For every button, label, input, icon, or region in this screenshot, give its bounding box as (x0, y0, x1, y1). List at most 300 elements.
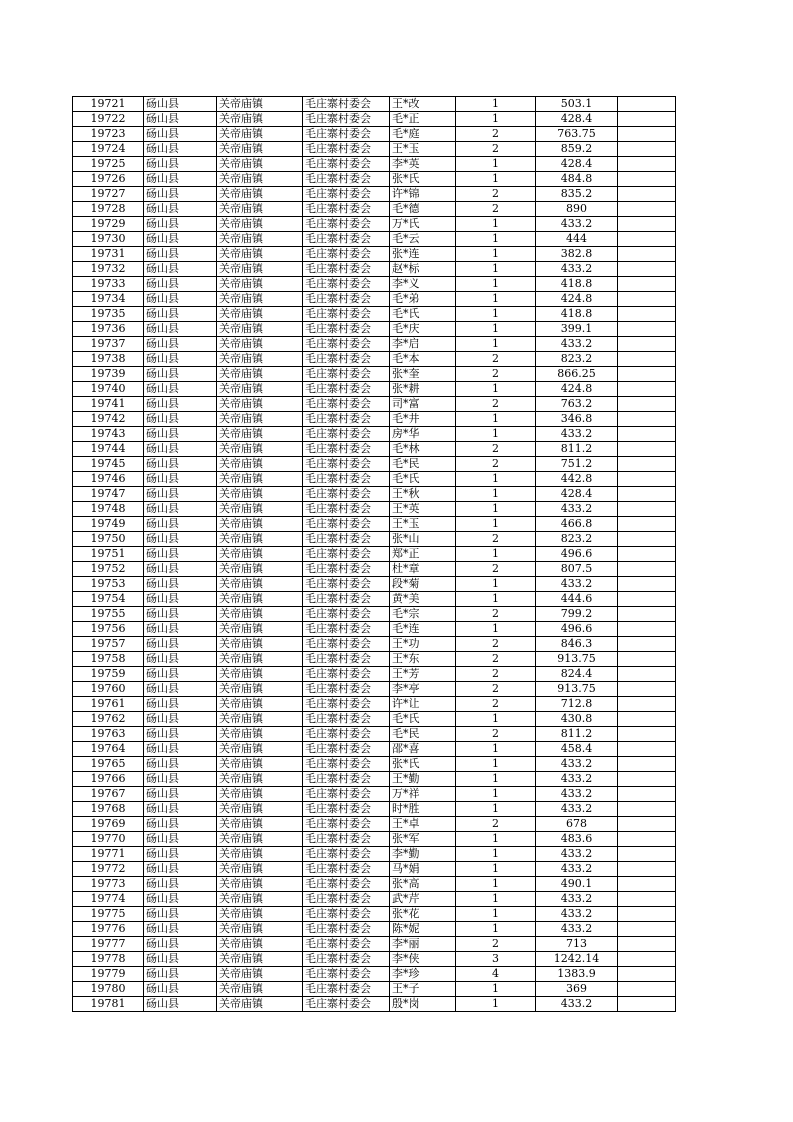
town-cell: 关帝庙镇 (217, 967, 303, 982)
village-cell: 毛庄寨村委会 (303, 202, 390, 217)
table-row (73, 712, 676, 727)
count-cell: 4 (456, 967, 536, 982)
blank-cell (618, 442, 676, 457)
row-id-cell: 19722 (73, 112, 144, 127)
amount-cell: 433.2 (536, 922, 618, 937)
table-row (73, 127, 676, 142)
county-cell: 砀山县 (144, 952, 217, 967)
table-row (73, 667, 676, 682)
row-id-cell: 19739 (73, 367, 144, 382)
amount-cell: 799.2 (536, 607, 618, 622)
town-cell: 关帝庙镇 (217, 577, 303, 592)
amount-cell: 763.2 (536, 397, 618, 412)
town-cell: 关帝庙镇 (217, 97, 303, 112)
town-cell: 关帝庙镇 (217, 277, 303, 292)
county-cell: 砀山县 (144, 367, 217, 382)
amount-cell: 346.8 (536, 412, 618, 427)
count-cell: 3 (456, 952, 536, 967)
table-row (73, 232, 676, 247)
county-cell: 砀山县 (144, 862, 217, 877)
count-cell: 1 (456, 427, 536, 442)
row-id-cell: 19748 (73, 502, 144, 517)
row-id-cell: 19761 (73, 697, 144, 712)
count-cell: 2 (456, 817, 536, 832)
blank-cell (618, 157, 676, 172)
count-cell: 2 (456, 562, 536, 577)
table-row (73, 442, 676, 457)
amount-cell: 503.1 (536, 97, 618, 112)
amount-cell: 824.4 (536, 667, 618, 682)
count-cell: 1 (456, 487, 536, 502)
name-cell: 李*英 (390, 157, 456, 172)
town-cell: 关帝庙镇 (217, 157, 303, 172)
row-id-cell: 19746 (73, 472, 144, 487)
row-id-cell: 19766 (73, 772, 144, 787)
county-cell: 砀山县 (144, 427, 217, 442)
village-cell: 毛庄寨村委会 (303, 817, 390, 832)
name-cell: 马*娟 (390, 862, 456, 877)
county-cell: 砀山县 (144, 682, 217, 697)
town-cell: 关帝庙镇 (217, 322, 303, 337)
table-row (73, 787, 676, 802)
count-cell: 1 (456, 757, 536, 772)
amount-cell: 369 (536, 982, 618, 997)
count-cell: 1 (456, 907, 536, 922)
amount-cell: 433.2 (536, 907, 618, 922)
village-cell: 毛庄寨村委会 (303, 997, 390, 1012)
county-cell: 砀山县 (144, 907, 217, 922)
name-cell: 王*秋 (390, 487, 456, 502)
village-cell: 毛庄寨村委会 (303, 457, 390, 472)
village-cell: 毛庄寨村委会 (303, 847, 390, 862)
name-cell: 毛*弟 (390, 292, 456, 307)
blank-cell (618, 952, 676, 967)
village-cell: 毛庄寨村委会 (303, 187, 390, 202)
county-cell: 砀山县 (144, 892, 217, 907)
amount-cell: 433.2 (536, 847, 618, 862)
row-id-cell: 19775 (73, 907, 144, 922)
blank-cell (618, 397, 676, 412)
village-cell: 毛庄寨村委会 (303, 472, 390, 487)
count-cell: 2 (456, 202, 536, 217)
county-cell: 砀山县 (144, 322, 217, 337)
county-cell: 砀山县 (144, 472, 217, 487)
count-cell: 1 (456, 97, 536, 112)
county-cell: 砀山县 (144, 457, 217, 472)
town-cell: 关帝庙镇 (217, 202, 303, 217)
name-cell: 毛*民 (390, 727, 456, 742)
name-cell: 李*侠 (390, 952, 456, 967)
amount-cell: 913.75 (536, 652, 618, 667)
table-row (73, 382, 676, 397)
town-cell: 关帝庙镇 (217, 712, 303, 727)
county-cell: 砀山县 (144, 292, 217, 307)
table-row (73, 367, 676, 382)
name-cell: 王*东 (390, 652, 456, 667)
name-cell: 王*芳 (390, 667, 456, 682)
blank-cell (618, 892, 676, 907)
county-cell: 砀山县 (144, 742, 217, 757)
name-cell: 张*连 (390, 247, 456, 262)
table-row (73, 487, 676, 502)
count-cell: 2 (456, 142, 536, 157)
name-cell: 许*锦 (390, 187, 456, 202)
blank-cell (618, 97, 676, 112)
blank-cell (618, 862, 676, 877)
amount-cell: 433.2 (536, 997, 618, 1012)
row-id-cell: 19738 (73, 352, 144, 367)
name-cell: 张*奎 (390, 367, 456, 382)
amount-cell: 483.6 (536, 832, 618, 847)
amount-cell: 466.8 (536, 517, 618, 532)
row-id-cell: 19756 (73, 622, 144, 637)
blank-cell (618, 832, 676, 847)
blank-cell (618, 487, 676, 502)
row-id-cell: 19729 (73, 217, 144, 232)
village-cell: 毛庄寨村委会 (303, 112, 390, 127)
amount-cell: 428.4 (536, 157, 618, 172)
blank-cell (618, 502, 676, 517)
village-cell: 毛庄寨村委会 (303, 157, 390, 172)
name-cell: 毛*庆 (390, 322, 456, 337)
count-cell: 2 (456, 532, 536, 547)
row-id-cell: 19752 (73, 562, 144, 577)
county-cell: 砀山县 (144, 277, 217, 292)
count-cell: 1 (456, 277, 536, 292)
row-id-cell: 19735 (73, 307, 144, 322)
village-cell: 毛庄寨村委会 (303, 937, 390, 952)
name-cell: 毛*宗 (390, 607, 456, 622)
town-cell: 关帝庙镇 (217, 622, 303, 637)
village-cell: 毛庄寨村委会 (303, 757, 390, 772)
amount-cell: 751.2 (536, 457, 618, 472)
town-cell: 关帝庙镇 (217, 382, 303, 397)
row-id-cell: 19765 (73, 757, 144, 772)
amount-cell: 428.4 (536, 487, 618, 502)
town-cell: 关帝庙镇 (217, 442, 303, 457)
count-cell: 1 (456, 472, 536, 487)
count-cell: 1 (456, 997, 536, 1012)
count-cell: 1 (456, 832, 536, 847)
blank-cell (618, 742, 676, 757)
village-cell: 毛庄寨村委会 (303, 682, 390, 697)
name-cell: 杜*章 (390, 562, 456, 577)
table-row (73, 802, 676, 817)
blank-cell (618, 367, 676, 382)
amount-cell: 418.8 (536, 307, 618, 322)
name-cell: 王*勤 (390, 772, 456, 787)
name-cell: 李*勤 (390, 847, 456, 862)
village-cell: 毛庄寨村委会 (303, 517, 390, 532)
town-cell: 关帝庙镇 (217, 757, 303, 772)
blank-cell (618, 457, 676, 472)
village-cell: 毛庄寨村委会 (303, 577, 390, 592)
count-cell: 2 (456, 442, 536, 457)
count-cell: 2 (456, 682, 536, 697)
name-cell: 李*启 (390, 337, 456, 352)
count-cell: 1 (456, 922, 536, 937)
blank-cell (618, 262, 676, 277)
data-table (72, 96, 676, 1012)
table-row (73, 97, 676, 112)
count-cell: 1 (456, 742, 536, 757)
blank-cell (618, 577, 676, 592)
village-cell: 毛庄寨村委会 (303, 967, 390, 982)
amount-cell: 433.2 (536, 772, 618, 787)
town-cell: 关帝庙镇 (217, 847, 303, 862)
blank-cell (618, 292, 676, 307)
county-cell: 砀山县 (144, 547, 217, 562)
amount-cell: 846.3 (536, 637, 618, 652)
town-cell: 关帝庙镇 (217, 292, 303, 307)
county-cell: 砀山县 (144, 337, 217, 352)
count-cell: 2 (456, 457, 536, 472)
table-row (73, 142, 676, 157)
count-cell: 1 (456, 802, 536, 817)
count-cell: 2 (456, 652, 536, 667)
name-cell: 张*氏 (390, 757, 456, 772)
blank-cell (618, 817, 676, 832)
row-id-cell: 19725 (73, 157, 144, 172)
county-cell: 砀山县 (144, 262, 217, 277)
village-cell: 毛庄寨村委会 (303, 832, 390, 847)
name-cell: 李*亭 (390, 682, 456, 697)
row-id-cell: 19728 (73, 202, 144, 217)
table-row (73, 547, 676, 562)
county-cell: 砀山县 (144, 757, 217, 772)
name-cell: 张*军 (390, 832, 456, 847)
amount-cell: 859.2 (536, 142, 618, 157)
table-row (73, 757, 676, 772)
village-cell: 毛庄寨村委会 (303, 382, 390, 397)
town-cell: 关帝庙镇 (217, 772, 303, 787)
row-id-cell: 19769 (73, 817, 144, 832)
county-cell: 砀山县 (144, 112, 217, 127)
town-cell: 关帝庙镇 (217, 982, 303, 997)
amount-cell: 433.2 (536, 427, 618, 442)
count-cell: 1 (456, 622, 536, 637)
amount-cell: 399.1 (536, 322, 618, 337)
town-cell: 关帝庙镇 (217, 652, 303, 667)
town-cell: 关帝庙镇 (217, 367, 303, 382)
amount-cell: 444.6 (536, 592, 618, 607)
town-cell: 关帝庙镇 (217, 997, 303, 1012)
blank-cell (618, 352, 676, 367)
blank-cell (618, 682, 676, 697)
amount-cell: 458.4 (536, 742, 618, 757)
county-cell: 砀山县 (144, 172, 217, 187)
row-id-cell: 19741 (73, 397, 144, 412)
village-cell: 毛庄寨村委会 (303, 217, 390, 232)
county-cell: 砀山县 (144, 397, 217, 412)
name-cell: 毛*氏 (390, 472, 456, 487)
town-cell: 关帝庙镇 (217, 952, 303, 967)
county-cell: 砀山县 (144, 697, 217, 712)
village-cell: 毛庄寨村委会 (303, 922, 390, 937)
town-cell: 关帝庙镇 (217, 352, 303, 367)
row-id-cell: 19757 (73, 637, 144, 652)
name-cell: 毛*林 (390, 442, 456, 457)
name-cell: 司*富 (390, 397, 456, 412)
table-row (73, 217, 676, 232)
blank-cell (618, 547, 676, 562)
blank-cell (618, 982, 676, 997)
village-cell: 毛庄寨村委会 (303, 307, 390, 322)
count-cell: 1 (456, 157, 536, 172)
amount-cell: 444 (536, 232, 618, 247)
table-row (73, 247, 676, 262)
blank-cell (618, 172, 676, 187)
village-cell: 毛庄寨村委会 (303, 412, 390, 427)
table-row (73, 532, 676, 547)
town-cell: 关帝庙镇 (217, 832, 303, 847)
table-row (73, 952, 676, 967)
county-cell: 砀山县 (144, 382, 217, 397)
table-row (73, 307, 676, 322)
table-row (73, 427, 676, 442)
amount-cell: 823.2 (536, 352, 618, 367)
name-cell: 王*子 (390, 982, 456, 997)
village-cell: 毛庄寨村委会 (303, 652, 390, 667)
county-cell: 砀山县 (144, 352, 217, 367)
town-cell: 关帝庙镇 (217, 787, 303, 802)
village-cell: 毛庄寨村委会 (303, 397, 390, 412)
town-cell: 关帝庙镇 (217, 247, 303, 262)
town-cell: 关帝庙镇 (217, 397, 303, 412)
name-cell: 殷*岗 (390, 997, 456, 1012)
blank-cell (618, 202, 676, 217)
town-cell: 关帝庙镇 (217, 457, 303, 472)
table-row (73, 562, 676, 577)
row-id-cell: 19737 (73, 337, 144, 352)
town-cell: 关帝庙镇 (217, 922, 303, 937)
table-row (73, 982, 676, 997)
town-cell: 关帝庙镇 (217, 532, 303, 547)
amount-cell: 382.8 (536, 247, 618, 262)
count-cell: 1 (456, 307, 536, 322)
county-cell: 砀山县 (144, 157, 217, 172)
amount-cell: 866.25 (536, 367, 618, 382)
county-cell: 砀山县 (144, 772, 217, 787)
county-cell: 砀山县 (144, 217, 217, 232)
blank-cell (618, 847, 676, 862)
county-cell: 砀山县 (144, 667, 217, 682)
row-id-cell: 19749 (73, 517, 144, 532)
village-cell: 毛庄寨村委会 (303, 952, 390, 967)
amount-cell: 433.2 (536, 262, 618, 277)
row-id-cell: 19742 (73, 412, 144, 427)
count-cell: 1 (456, 577, 536, 592)
name-cell: 陈*妮 (390, 922, 456, 937)
amount-cell: 424.8 (536, 382, 618, 397)
row-id-cell: 19781 (73, 997, 144, 1012)
amount-cell: 433.2 (536, 862, 618, 877)
village-cell: 毛庄寨村委会 (303, 712, 390, 727)
count-cell: 1 (456, 712, 536, 727)
county-cell: 砀山县 (144, 202, 217, 217)
table-row (73, 277, 676, 292)
table-row (73, 412, 676, 427)
county-cell: 砀山县 (144, 532, 217, 547)
blank-cell (618, 787, 676, 802)
county-cell: 砀山县 (144, 637, 217, 652)
blank-cell (618, 142, 676, 157)
village-cell: 毛庄寨村委会 (303, 727, 390, 742)
town-cell: 关帝庙镇 (217, 682, 303, 697)
count-cell: 1 (456, 772, 536, 787)
amount-cell: 484.8 (536, 172, 618, 187)
amount-cell: 433.2 (536, 502, 618, 517)
town-cell: 关帝庙镇 (217, 907, 303, 922)
table-row (73, 937, 676, 952)
village-cell: 毛庄寨村委会 (303, 862, 390, 877)
name-cell: 张*山 (390, 532, 456, 547)
amount-cell: 712.8 (536, 697, 618, 712)
name-cell: 万*氏 (390, 217, 456, 232)
name-cell: 毛*连 (390, 622, 456, 637)
county-cell: 砀山县 (144, 232, 217, 247)
table-row (73, 622, 676, 637)
town-cell: 关帝庙镇 (217, 262, 303, 277)
amount-cell: 490.1 (536, 877, 618, 892)
count-cell: 1 (456, 847, 536, 862)
row-id-cell: 19770 (73, 832, 144, 847)
county-cell: 砀山县 (144, 787, 217, 802)
count-cell: 1 (456, 322, 536, 337)
row-id-cell: 19723 (73, 127, 144, 142)
amount-cell: 418.8 (536, 277, 618, 292)
county-cell: 砀山县 (144, 712, 217, 727)
name-cell: 毛*正 (390, 112, 456, 127)
town-cell: 关帝庙镇 (217, 412, 303, 427)
row-id-cell: 19778 (73, 952, 144, 967)
table-row (73, 892, 676, 907)
name-cell: 武*芹 (390, 892, 456, 907)
name-cell: 毛*云 (390, 232, 456, 247)
name-cell: 黄*美 (390, 592, 456, 607)
row-id-cell: 19751 (73, 547, 144, 562)
amount-cell: 835.2 (536, 187, 618, 202)
county-cell: 砀山县 (144, 937, 217, 952)
name-cell: 郑*正 (390, 547, 456, 562)
amount-cell: 1242.14 (536, 952, 618, 967)
name-cell: 毛*井 (390, 412, 456, 427)
amount-cell: 496.6 (536, 547, 618, 562)
village-cell: 毛庄寨村委会 (303, 127, 390, 142)
table-row (73, 697, 676, 712)
county-cell: 砀山县 (144, 247, 217, 262)
village-cell: 毛庄寨村委会 (303, 352, 390, 367)
amount-cell: 763.75 (536, 127, 618, 142)
table-row (73, 352, 676, 367)
amount-cell: 811.2 (536, 442, 618, 457)
row-id-cell: 19764 (73, 742, 144, 757)
village-cell: 毛庄寨村委会 (303, 592, 390, 607)
village-cell: 毛庄寨村委会 (303, 607, 390, 622)
row-id-cell: 19747 (73, 487, 144, 502)
town-cell: 关帝庙镇 (217, 877, 303, 892)
name-cell: 赵*标 (390, 262, 456, 277)
table-row (73, 682, 676, 697)
blank-cell (618, 772, 676, 787)
row-id-cell: 19773 (73, 877, 144, 892)
row-id-cell: 19724 (73, 142, 144, 157)
count-cell: 1 (456, 382, 536, 397)
village-cell: 毛庄寨村委会 (303, 367, 390, 382)
row-id-cell: 19780 (73, 982, 144, 997)
county-cell: 砀山县 (144, 412, 217, 427)
amount-cell: 913.75 (536, 682, 618, 697)
